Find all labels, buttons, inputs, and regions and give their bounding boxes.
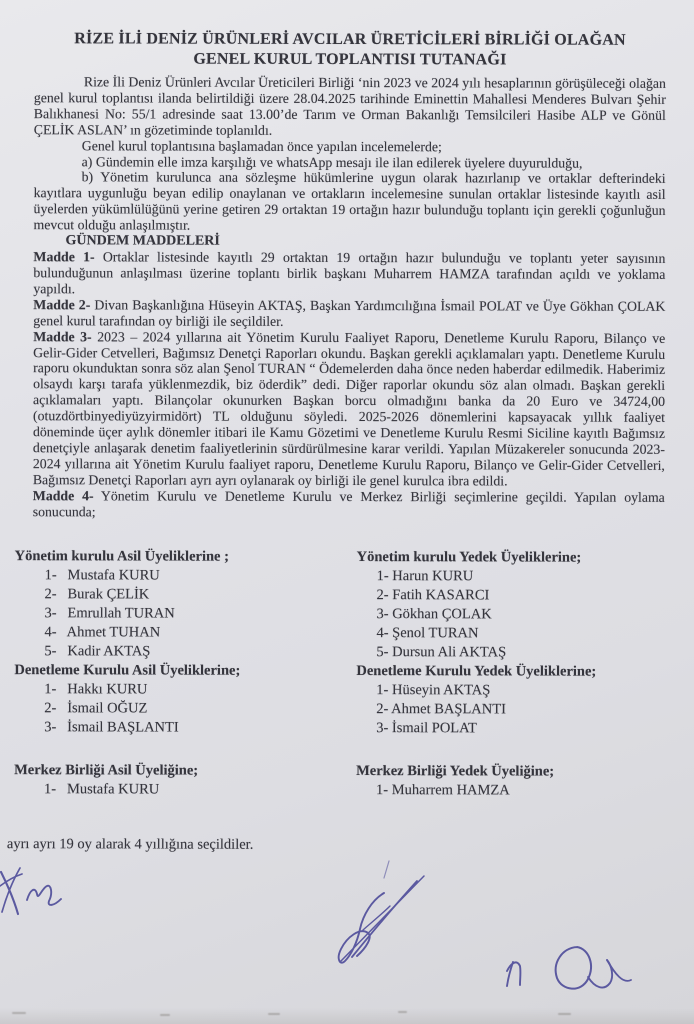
section-header: Denetleme Kurulu Asil Üyeliklerine; <box>14 662 241 680</box>
intro-item-b: b) Yönetim kurulunca ana sözleşme hükümlerine uygun olarak hazırlanıp ve ortaklar defterindeki kayıtlara uygunluğu beyan edilip onaylanan ve ortakların incelemesine sunulan ortaklar listesinde kayıtlı asil üyelerden yükümlülüğünü yerine getiren 29 ortaktan 19 ortağın hazır bulunduğu toplantı için gerekli çoğunluğun mevcut olduğu anlaşılmıştır. <box>33 169 666 233</box>
section-denetleme-yedek <box>356 662 664 739</box>
article-3 <box>33 329 665 490</box>
signature-center-drawing <box>339 861 424 963</box>
article-2 <box>33 297 665 330</box>
list-item: 1- Hüseyin AKTAŞ <box>376 682 491 699</box>
section-yonetim-yedek <box>356 548 664 663</box>
intro-paragraph: Genel kurul toplantısına başlamadan önce yapılan incelemelerde; <box>81 137 442 154</box>
election-column-asil <box>14 548 357 801</box>
list-item: 1- Mustafa KURU <box>44 567 160 584</box>
article-4 <box>33 488 665 521</box>
closing-line: ayrı ayrı 19 oy alarak 4 yıllığına seçildiler. <box>6 836 254 854</box>
section-header: Merkez Birliği Yedek Üyeliğine; <box>356 763 555 781</box>
list-item: 4- Ahmet TUHAN <box>44 624 161 641</box>
list-item: 1- Hakkı KURU <box>44 681 148 698</box>
list-item: 2- Burak ÇELİK <box>44 586 150 603</box>
article-4-label: Madde 4- <box>32 487 94 503</box>
article-2-text: Divan Başkanlığına Hüseyin AKTAŞ, Başkan Yardımcılığına İsmail POLAT ve Üye Gökhan ÇOLAK genel kurul tarafından oy birliği ile seçildiler. <box>33 297 666 329</box>
article-3-label: Madde 3- <box>33 328 92 344</box>
article-1-text: Ortaklar listesinde kayıtlı 29 ortaktan 19 ortağın hazır bulunduğu ve toplantı yeter sayısının bulunduğunun anlaşılması üzerine toplantı birlik başkanı Muharrem HAMZA tarafından açıldı ve yoklama yapıldı. <box>33 249 666 297</box>
election-column-yedek <box>356 548 665 801</box>
list-item: 1- Harun KURU <box>376 568 474 585</box>
scan-bottom-edge <box>0 1008 694 1024</box>
document-title <box>34 29 666 71</box>
list-item: 3- İsmail BAŞLANTI <box>44 719 179 737</box>
list-item: 1- Muharrem HAMZA <box>376 782 510 799</box>
section-merkez-asil <box>14 762 356 801</box>
article-3-text: 2023 – 2024 yıllarına ait Yönetim Kurulu Faaliyet Raporu, Denetleme Kurulu Raporu, Bilanço ve Gelir-Gider Cetvelleri, Bağımsız Denetçi Raporları okundu. Başkan gerekli açıklamaları yaptı. Denetleme Kurulu raporu okunduktan sonra söz alan Şenol TURAN “ Ödemelerden daha önce neden haberdar edilmedik. Haberimiz olsaydı karşı tarafa yüklenmezdik, biz öderdik” dedi. Diğer raporlar okundu söz alan olmadı. Başkan gerekli açıklamaları yaptı. Bilançolar okunurken Başkan borcu olmadığını banka da 20 Euro ve 34724,00 (otuzdörtbinyediyüzyirmidört) TL olduğunu söyledi. 2025-2026 dönemlerini kapsayacak yıllık faaliyet döneminde üçer aylık dönemler itibari ile Kamu Gözetimi ve Denetleme Kurulu Resmi Siciline kayıtlı Bağımsız denetçiyle anlaşarak denetim faaliyetlerinin sürdürülmesine karar verildi. Yapılan Müzakereler sonucunda 2023-2024 yıllarına ait Yönetim Kurulu faaliyet raporu, Denetleme Kurulu Raporu, Bilanço ve Gelir-Gider Cetvelleri, Bağımsız Denetçi Raporları ayrı ayrı oylanarak oy birliği ile genel kurulca ibra edildi. <box>32 328 666 489</box>
agenda-heading: GÜNDEM MADDELERİ <box>65 233 220 249</box>
section-header: Denetleme Kurulu Yedek Üyeliklerine; <box>356 663 597 681</box>
list-item: 4- Şenol TURAN <box>376 625 479 642</box>
title-line-2: GENEL KURUL TOPLANTISI TUTANAĞI <box>193 50 507 69</box>
article-1-label: Madde 1- <box>33 249 95 265</box>
intro-paragraph: Rize İli Deniz Ürünleri Avcılar Üreticileri Birliği ‘nin 2023 ve 2024 yılı hesaplarının görüşüleceği olağan genel kurul toplantısı ilanda belirtildiği üzere 28.04.2025 tarihinde Eminettin Mahallesi Menderes Bulvarı Şehir Balıkhanesi No: 55/1 adresinde saat 13.00’de Tarım ve Orman Bakanlığı Temsilcileri Hasibe ALP ve Gönül ÇELİK ASLAN’ ın gözetiminde toplanıldı. <box>33 74 666 138</box>
article-2-label: Madde 2- <box>33 296 91 313</box>
intro-item-a: a) Gündemin elle imza karşılığı ve whatsApp mesajı ile ilan edilerek üyelere duyurulduğu, <box>81 153 583 171</box>
list-item: 2- Ahmet BAŞLANTI <box>376 701 506 718</box>
section-header: Merkez Birliği Asil Üyeliğine; <box>14 762 199 780</box>
election-results <box>14 548 665 802</box>
article-4-text: Yönetim Kurulu ve Denetleme Kurulu ve Merkez Birliği seçimlerine geçildi. Yapılan oylama sonucunda; <box>32 488 665 519</box>
section-denetleme-asil <box>14 662 356 739</box>
signature-left-drawing <box>0 868 61 914</box>
list-item: 3- İsmail POLAT <box>376 720 477 737</box>
list-item: 1- Mustafa KURU <box>44 781 160 798</box>
signature-right-drawing <box>507 947 631 989</box>
list-item: 2- İsmail OĞUZ <box>44 700 148 717</box>
section-merkez-yedek <box>356 762 664 801</box>
list-item: 5- Kadir AKTAŞ <box>44 643 151 660</box>
list-item: 2- Fatih KASARCI <box>376 587 490 604</box>
title-line-1: RİZE İLİ DENİZ ÜRÜNLERİ AVCILAR ÜRETİCİLERİ BİRLİĞİ OLAĞAN <box>74 30 626 49</box>
section-yonetim-asil <box>14 548 356 663</box>
article-1 <box>33 249 665 298</box>
list-item: 3- Gökhan ÇOLAK <box>376 606 492 623</box>
section-header: Yönetim kurulu Asil Üyeliklerine ; <box>14 548 229 566</box>
list-item: 5- Dursun Ali AKTAŞ <box>376 644 507 661</box>
list-item: 3- Emrullah TURAN <box>44 605 175 623</box>
section-header: Yönetim kurulu Yedek Üyeliklerine; <box>356 549 582 567</box>
